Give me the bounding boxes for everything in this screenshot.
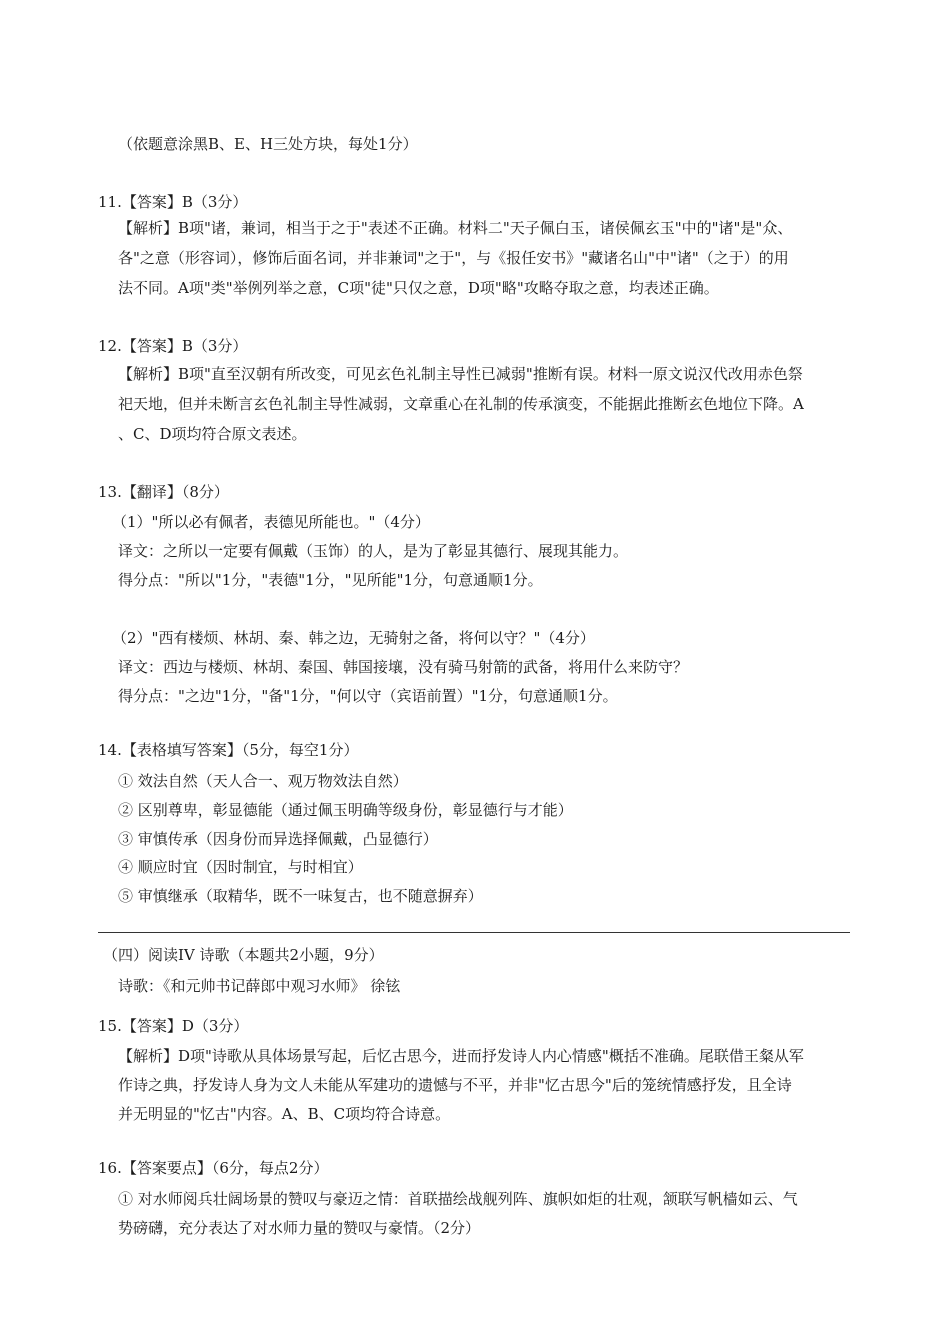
q15-analysis-line: 并无明显的"忆古"内容。A、B、C项均符合诗意。	[118, 1105, 451, 1123]
q12-answer-heading: 12.【答案】B（3分）	[98, 337, 248, 355]
q11-analysis-line: 法不同。A项"类"举例列举之意，C项"徒"只仅之意，D项"略"攻略夺取之意，均表述正确。	[118, 279, 719, 297]
q13-part1-translation: 译文：之所以一定要有佩戴（玉饰）的人，是为了彰显其德行、展现其能力。	[118, 542, 629, 560]
note-top: （依题意涂黑B、E、H三处方块，每处1分）	[118, 135, 418, 153]
q11-analysis-line: 【解析】B项"诸，兼词，相当于之于"表述不正确。材料二"天子佩白玉，诸侯佩玄玉"中的"诸"是"众、	[118, 219, 793, 237]
q12-analysis-line: 【解析】B项"直至汉朝有所改变，可见玄色礼制主导性已减弱"推断有误。材料一原文说汉代改用赤色祭	[118, 365, 803, 383]
q13-part2-scoring: 得分点："之边"1分，"备"1分，"何以守（宾语前置）"1分，句意通顺1分。	[118, 687, 618, 705]
q13-part2-sentence: （2）"西有楼烦、林胡、秦、韩之边，无骑射之备，将何以守？"（4分）	[112, 629, 595, 647]
q16-point-line: ① 对水师阅兵壮阔场景的赞叹与豪迈之情：首联描绘战舰列阵、旗帜如炬的壮观，颔联写帆樯如云、气	[118, 1190, 798, 1208]
q14-list-item: ② 区别尊卑，彰显德能（通过佩玉明确等级身份，彰显德行与才能）	[118, 801, 573, 819]
q14-list-item: ① 效法自然（天人合一、观万物效法自然）	[118, 772, 408, 790]
section4-heading: （四）阅读IV 诗歌（本题共2小题，9分）	[103, 946, 384, 964]
q16-points-heading: 16.【答案要点】（6分，每点2分）	[98, 1159, 329, 1177]
q15-analysis-line: 作诗之典，抒发诗人身为文人未能从军建功的遗憾与不平，并非"忆古思今"后的笼统情感抒发，且全诗	[118, 1076, 792, 1094]
q14-list-item: ④ 顺应时宜（因时制宜，与时相宜）	[118, 858, 363, 876]
section-divider	[98, 932, 850, 933]
q13-part1-sentence: （1）"所以必有佩者，表德见所能也。"（4分）	[112, 513, 430, 531]
q13-part2-translation: 译文：西边与楼烦、林胡、秦国、韩国接壤，没有骑马射箭的武备，将用什么来防守？	[118, 658, 689, 676]
q15-analysis-line: 【解析】D项"诗歌从具体场景写起，后忆古思今，进而抒发诗人内心情感"概括不准确。尾联借王粲从军	[118, 1047, 804, 1065]
poem-title: 诗歌：《和元帅书记薛郎中观习水师》 徐铉	[118, 977, 401, 995]
q11-analysis-line: 各"之意（形容词），修饰后面名词，并非兼词"之于"，与《报任安书》"藏诸名山"中"诸"（之于）的用	[118, 249, 789, 267]
q14-table-heading: 14.【表格填写答案】（5分，每空1分）	[98, 741, 359, 759]
q16-point-line: 势磅礴，充分表达了对水师力量的赞叹与豪情。（2分）	[118, 1219, 481, 1237]
q12-analysis-line: 祀天地，但并未断言玄色礼制主导性减弱，文章重心在礼制的传承演变，不能据此推断玄色地位下降。A	[118, 395, 804, 413]
q15-answer-heading: 15.【答案】D（3分）	[98, 1017, 249, 1035]
q13-translation-heading: 13.【翻译】（8分）	[98, 483, 229, 501]
q11-answer-heading: 11.【答案】B（3分）	[98, 193, 248, 211]
q14-list-item: ⑤ 审慎继承（取精华，既不一味复古，也不随意摒弃）	[118, 887, 483, 905]
q13-part1-scoring: 得分点："所以"1分，"表德"1分，"见所能"1分，句意通顺1分。	[118, 571, 543, 589]
q12-analysis-line: 、C、D项均符合原文表述。	[118, 425, 307, 443]
q14-list-item: ③ 审慎传承（因身份而异选择佩戴，凸显德行）	[118, 830, 438, 848]
